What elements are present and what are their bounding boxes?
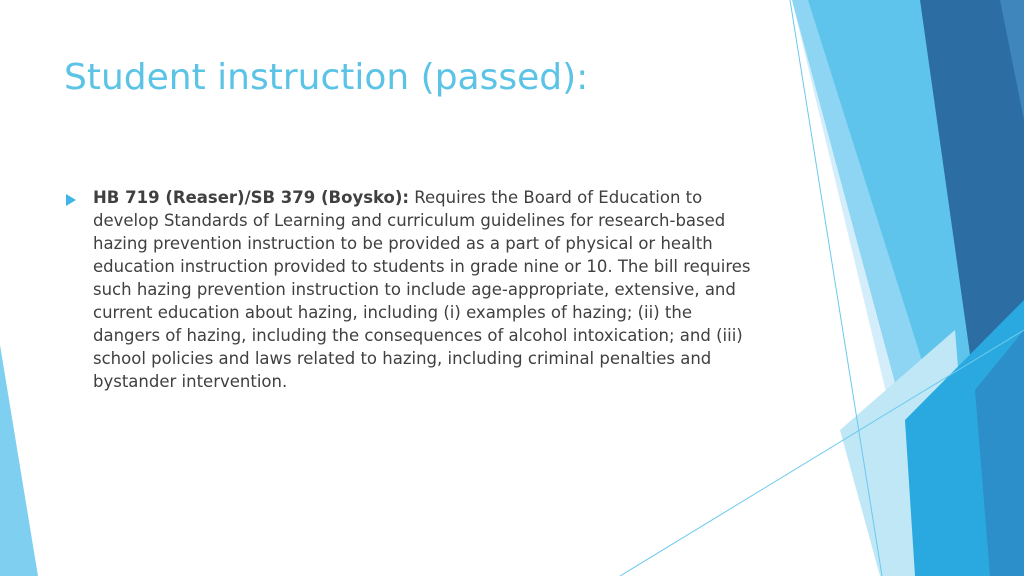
slide-title: Student instruction (passed): [64, 57, 589, 98]
bullet-text [93, 186, 764, 393]
bill-description: Requires the Board of Education to develop Standards of Learning and curriculum guidelines for research-based hazing prevention instruction to be provided as a part of physical or health education instruction provided to students in grade nine or 10. The bill requires such hazing prevention instruction to include age-appropriate, extensive, and current education about hazing, including (i) examples of hazing; (ii) the dangers of hazing, including the consequences of alcohol intoxication; and (iii) school policies and laws related to hazing, including criminal penalties and bystander intervention. [93, 188, 751, 391]
bullet-list [64, 186, 764, 393]
triangle-bullet-icon [66, 194, 76, 206]
left-edge-shape [0, 345, 38, 576]
bill-reference: HB 719 (Reaser)/SB 379 (Boysko): [93, 188, 410, 207]
bullet-item [64, 186, 764, 393]
